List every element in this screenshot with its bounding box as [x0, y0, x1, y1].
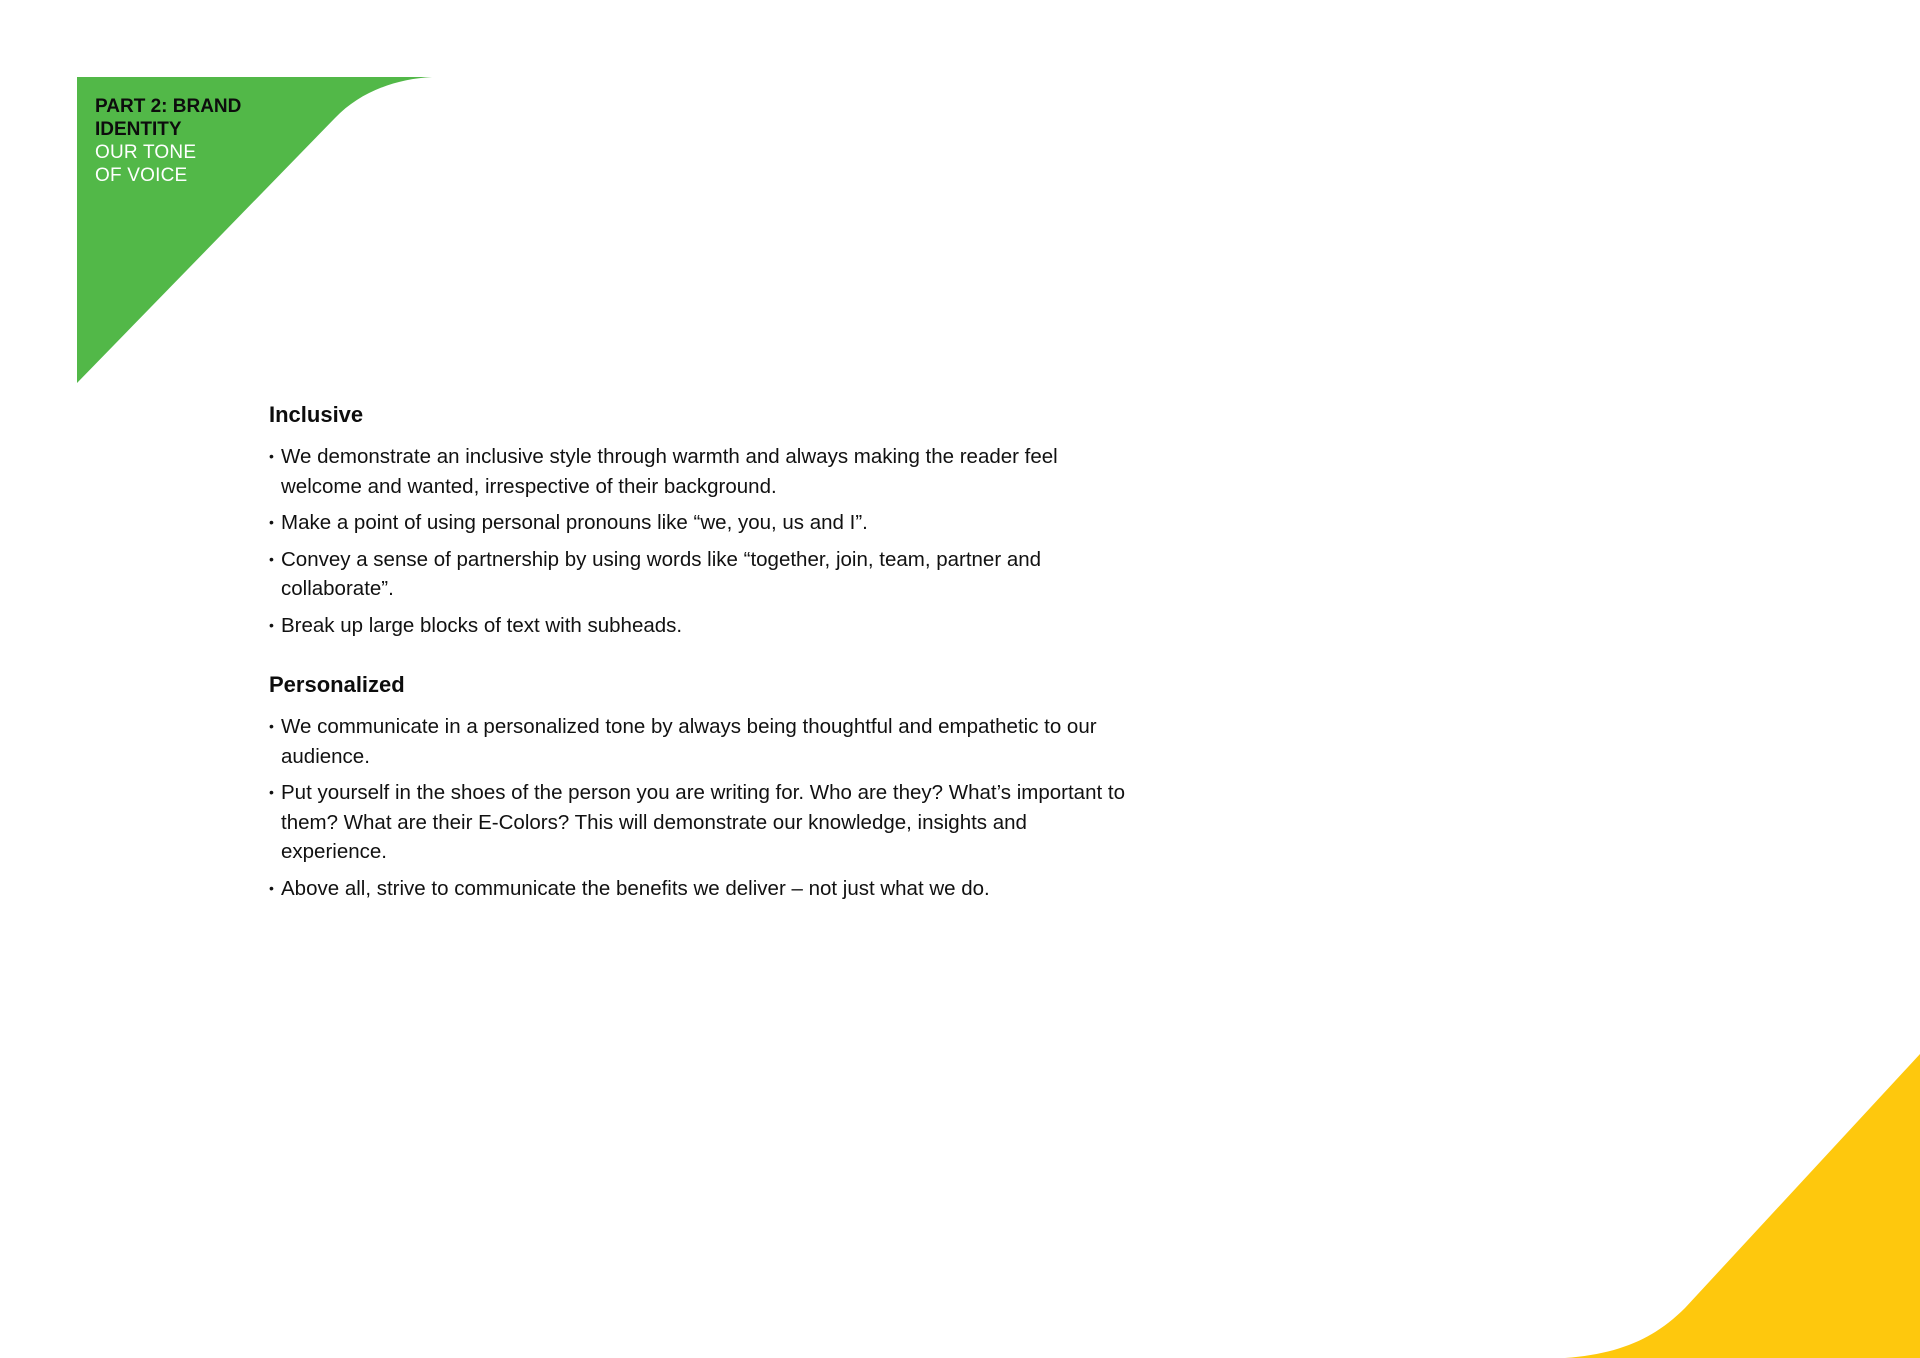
section-title-line-1: PART 2: BRAND	[95, 96, 242, 117]
section-tab-label	[95, 95, 315, 187]
bullet-item: • Make a point of using personal pronouns like “we, you, us and I”.	[269, 508, 1129, 538]
yellow-corner-fill	[1565, 1054, 1920, 1358]
subsection-title-line-2: OF VOICE	[95, 165, 188, 186]
green-corner-tab	[0, 0, 440, 390]
bullet-item: • Above all, strive to communicate the benefits we deliver – not just what we do.	[269, 874, 1129, 904]
section-title-line-2: IDENTITY	[95, 119, 182, 140]
yellow-corner-shape	[1540, 1040, 1920, 1358]
bullet-item: • We communicate in a personalized tone by always being thoughtful and empathetic to our audience.	[269, 712, 1129, 771]
section-heading: Personalized	[269, 672, 405, 697]
bullet-item: • We demonstrate an inclusive style through warmth and always making the reader feel welcome and wanted, irrespective of their background.	[269, 442, 1129, 501]
main-content	[269, 398, 1129, 910]
bullet-item: • Break up large blocks of text with subheads.	[269, 611, 1129, 641]
bullet-item: • Convey a sense of partnership by using words like “together, join, team, partner and collaborate”.	[269, 545, 1129, 604]
section-inclusive	[269, 398, 1129, 640]
bullet-item: • Put yourself in the shoes of the person you are writing for. Who are they? What’s important to them? What are their E-Colors? This will demonstrate our knowledge, insights and experience.	[269, 778, 1129, 867]
bullet-list	[269, 712, 1129, 903]
section-personalized	[269, 668, 1129, 903]
bullet-list	[269, 442, 1129, 640]
section-heading: Inclusive	[269, 402, 364, 427]
subsection-title-line-1: OUR TONE	[95, 142, 197, 163]
